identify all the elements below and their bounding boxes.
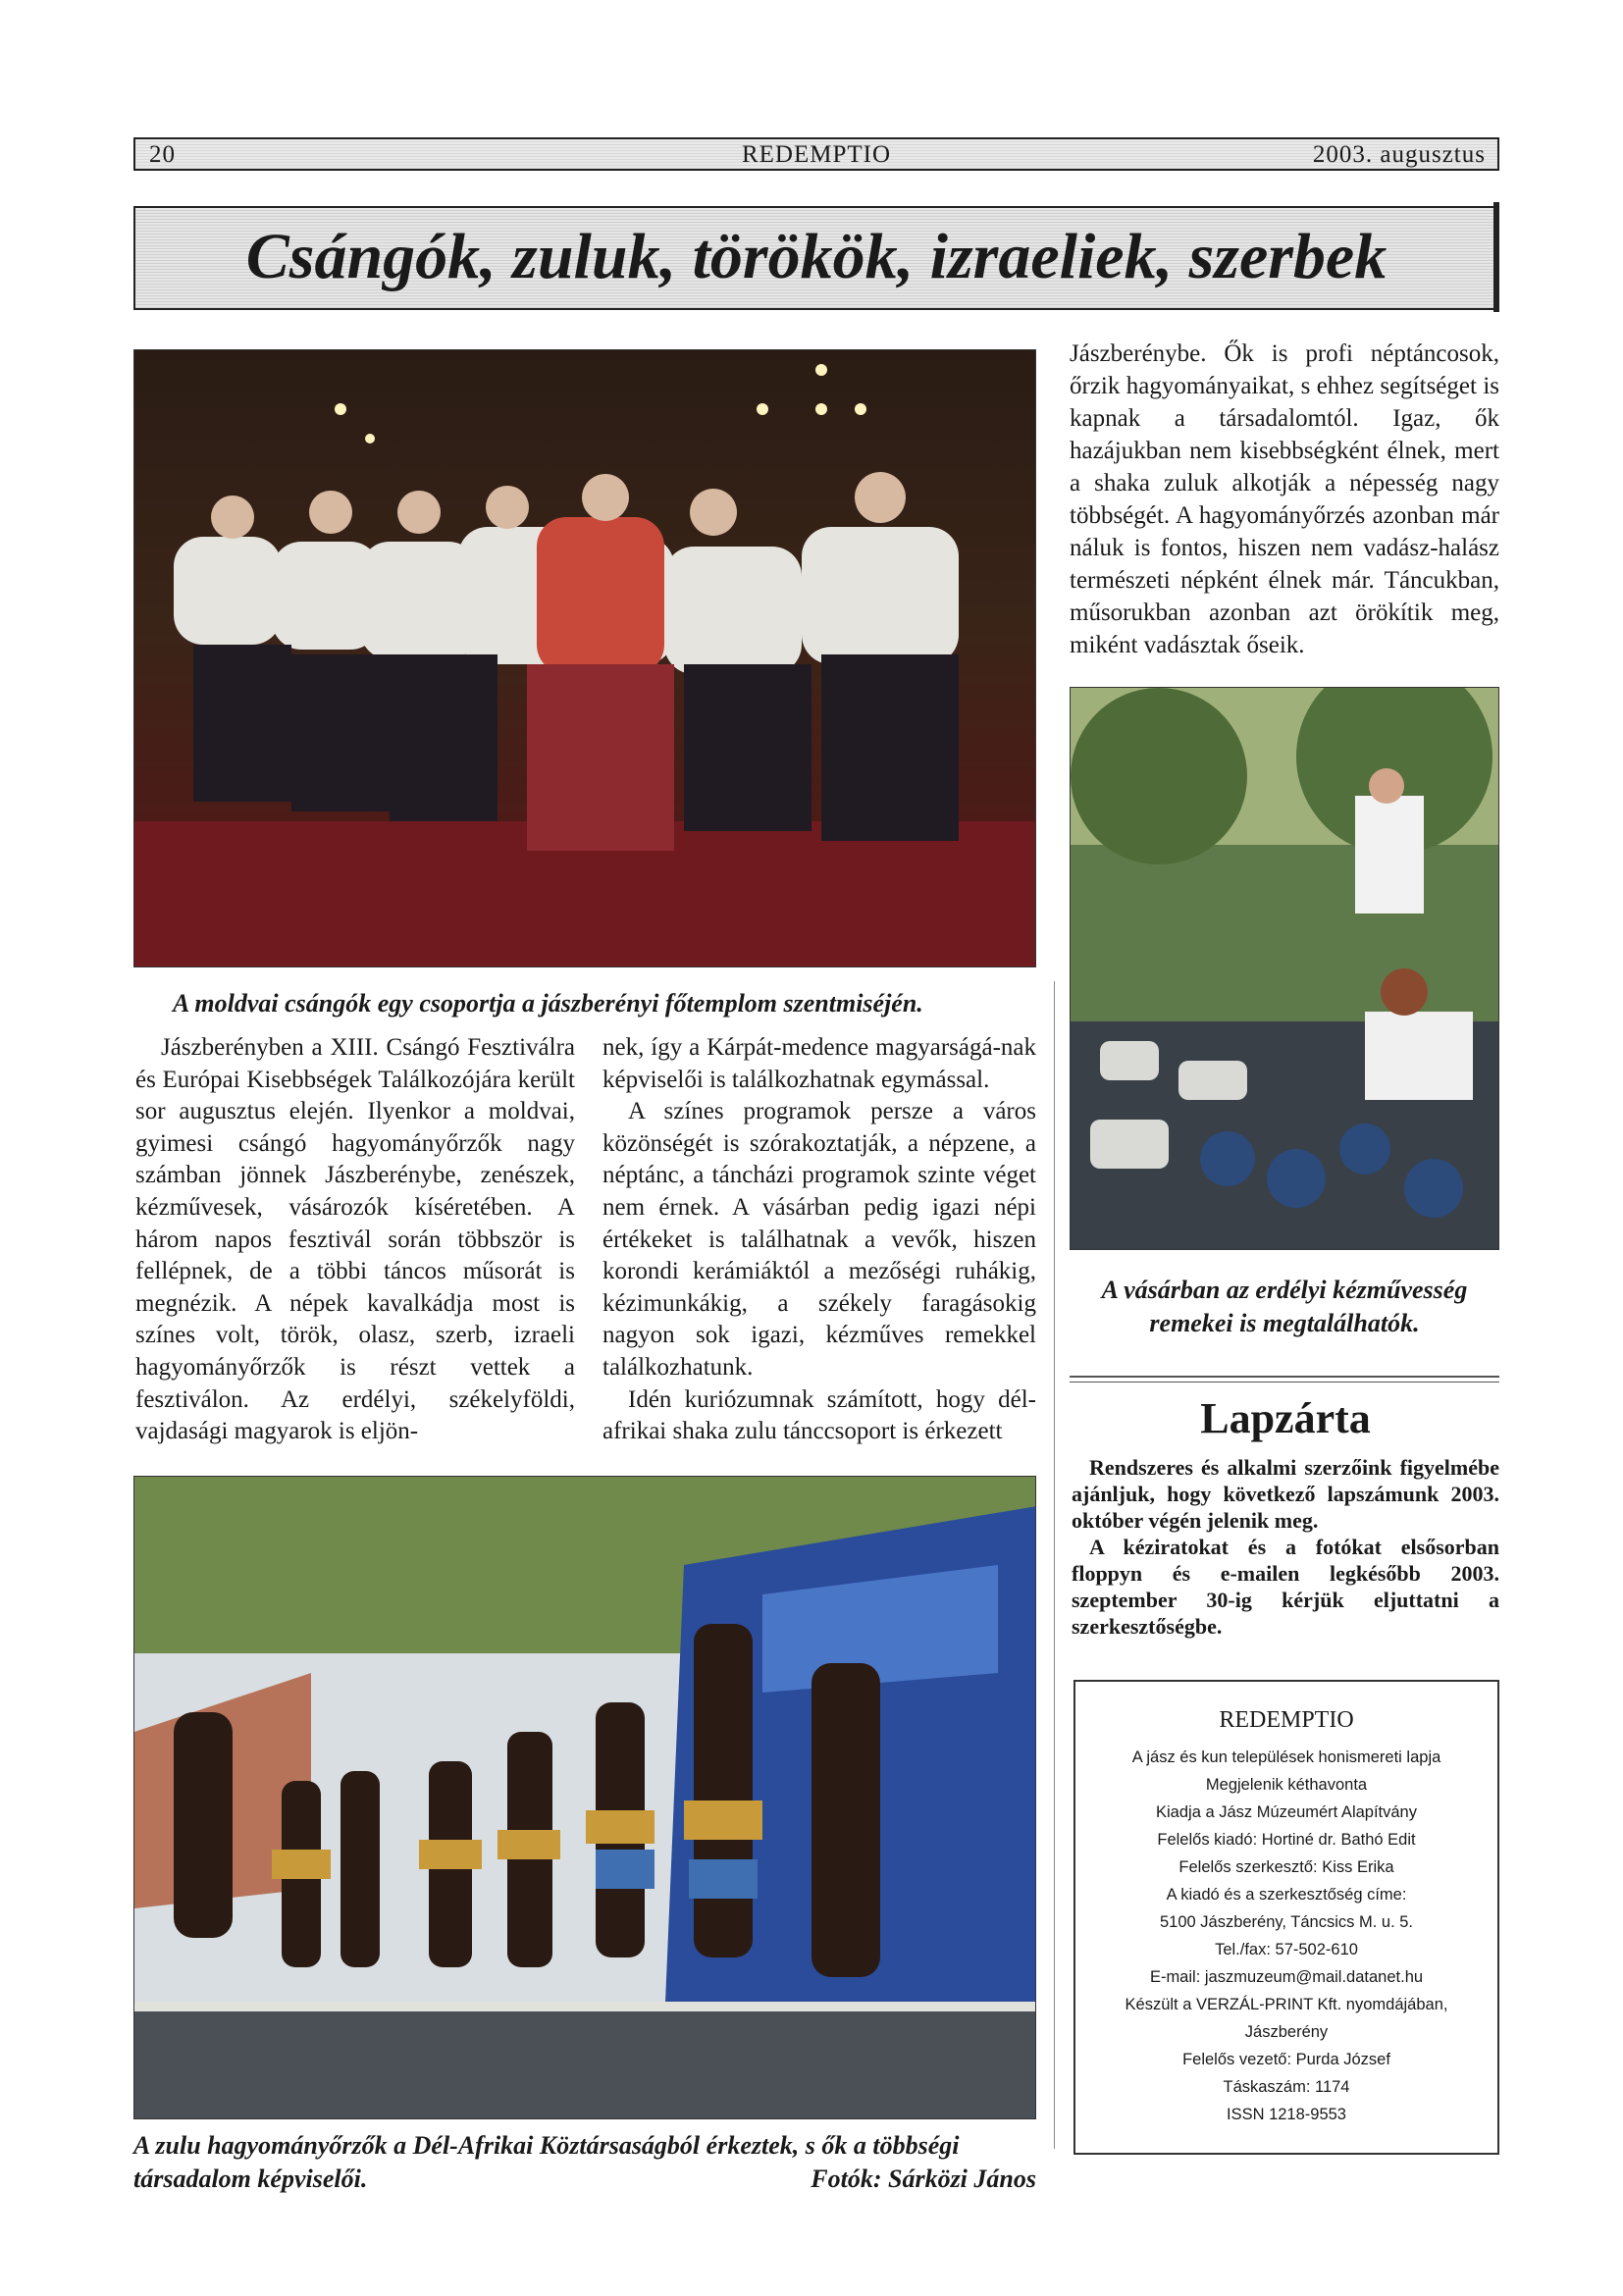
lapzarta-notice bbox=[1072, 1454, 1499, 1640]
section-rule-thin bbox=[1070, 1382, 1499, 1383]
photo-csango-women bbox=[133, 349, 1036, 967]
imprint-line: Felelős vezető: Purda József bbox=[1182, 2051, 1390, 2068]
imprint-email: E-mail: jaszmuzeum@mail.datanet.hu bbox=[1149, 1968, 1424, 1986]
imprint-line: Felelős szerkesztő: Kiss Erika bbox=[1178, 1858, 1394, 1876]
article-paragraph-1-cont: nek, így a Kárpát-medence magyarságá-nak képviselői is találkozhatnak egymással. bbox=[602, 1034, 1036, 1093]
photo-zulu-dancers bbox=[133, 1476, 1036, 2119]
article-paragraph-3: Idén kuriózumnak számított, hogy dél-afrikai shaka zulu tánccsoport is érkezett bbox=[602, 1385, 1036, 1445]
imprint-line: A jász és kun települések honismereti lapja bbox=[1131, 1748, 1441, 1766]
photo-caption-csango: A moldvai csángók egy csoportja a jászberényi főtemplom szentmiséjén. bbox=[173, 989, 923, 1018]
article-title: Csángók, zuluk, törökök, izraeliek, szerbek bbox=[245, 221, 1387, 292]
article-intro-right bbox=[1070, 338, 1499, 661]
article-column-1 bbox=[135, 1032, 575, 1448]
imprint-line: Kiadja a Jász Múzeumért Alapítvány bbox=[1156, 1803, 1417, 1821]
lapzarta-paragraph-1: Rendszeres és alkalmi szerzőink figyelmébe ajánljuk, hogy következő lapszámunk 2003. október végén jelenik meg. bbox=[1072, 1455, 1499, 1533]
imprint-line: Táskaszám: 1174 bbox=[1223, 2078, 1350, 2096]
photo-credit: Fotók: Sárközi János bbox=[811, 2165, 1036, 2193]
lapzarta-paragraph-2: A kéziratokat és a fotókat elsősorban floppyn és e-mailen legkésőbb 2003. szeptember 30-ig kérjük eljuttatni a szerkesztőségbe. bbox=[1072, 1535, 1499, 1639]
lapzarta-heading: Lapzárta bbox=[1200, 1394, 1371, 1442]
article-paragraph-2: A színes programok persze a város közönségét is szórakoztatják, a népzene, a néptánc, a táncházi programok szinte véget nem érnek. A vásárban pedig igazi népi értékeket is találhatnak a vevők, hiszen korondi kerámiáktól a mezőségi ruhákig, kézimunkákig, a székely faragásokig nagyon sok igazi, kézműves remekkel találkozhatunk. bbox=[602, 1098, 1036, 1381]
imprint-line: 5100 Jászberény, Táncsics M. u. 5. bbox=[1159, 1913, 1413, 1931]
imprint-line: A kiadó és a szerkesztőség címe: bbox=[1166, 1886, 1407, 1904]
publication-name: REDEMPTIO bbox=[741, 141, 892, 168]
column-divider bbox=[1054, 981, 1055, 2149]
imprint-title: REDEMPTIO bbox=[1219, 1707, 1354, 1733]
caption-zulu-text: A zulu hagyományőrzők a Dél-Afrikai Köztársaságból érkeztek, s ők a többségi társadalom képviselői. bbox=[133, 2131, 960, 2193]
photo-market bbox=[1070, 687, 1499, 1250]
page-header-bar bbox=[133, 137, 1499, 171]
article-column-2 bbox=[602, 1032, 1036, 1448]
imprint-line: Megjelenik kéthavonta bbox=[1205, 1776, 1368, 1794]
imprint-line: Tel./fax: 57-502-610 bbox=[1215, 1941, 1358, 1958]
article-paragraph-1: Jászberényben a XIII. Csángó Fesztiválra és Európai Kisebbségek Találkozójára került sor augusztus elején. Ilyenkor a moldvai, gyimesi csángó hagyományőrzők nagy számban jönnek Jászberénybe, zenészek, kézművesek, vásározók kíséretében. A három napos fesztivál során többször is fellépnek, de a többi táncos műsorát is megnézik. A népek kavalkádja most is színes volt, török, olasz, szerb, izraeli hagyományőrzők is részt vettek a fesztiválon. Az erdélyi, székelyföldi, vajdasági magyarok is eljön- bbox=[135, 1034, 575, 1445]
imprint-box bbox=[1073, 1680, 1499, 2155]
imprint-line: Felelős kiadó: Hortiné dr. Bathó Edit bbox=[1157, 1831, 1416, 1849]
photo-caption-market: A vásárban az erdélyi kézművesség remekei is megtalálhatók. bbox=[1101, 1276, 1468, 1337]
article-title-banner bbox=[133, 206, 1499, 310]
section-rule bbox=[1070, 1376, 1499, 1378]
imprint-line: Jászberény bbox=[1244, 2023, 1329, 2041]
page-number: 20 bbox=[149, 141, 176, 168]
imprint-line: ISSN 1218-9553 bbox=[1226, 2106, 1346, 2123]
imprint-line: Készült a VERZÁL-PRINT Kft. nyomdájában, bbox=[1125, 1996, 1448, 2013]
intro-paragraph: Jászberénybe. Ők is profi néptáncosok, őrzik hagyományaikat, s ehhez segítséget is kapnak a társadalomtól. Igaz, ők hazájukban nem kisebbségként élnek, mert a shaka zuluk alkotják a népesség nagy többségét. A hagyományőrzés azonban már náluk is fontos, hiszen nem vadász-halász természeti népként élnek már. Táncukban, műsorukban azonban azt örökítik meg, miként vadásztak őseik. bbox=[1070, 340, 1499, 658]
issue-date: 2003. augusztus bbox=[1312, 141, 1486, 168]
